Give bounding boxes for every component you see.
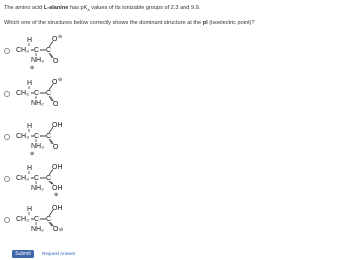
upper-oxygen-label: O <box>52 79 58 86</box>
structure-4 <box>16 162 86 206</box>
negative-charge-icon: ⊖ <box>58 34 63 40</box>
hydrogen-label: H <box>27 80 33 87</box>
structure-5 <box>16 203 86 247</box>
alpha-carbon-label: C <box>34 90 40 97</box>
question-text <box>4 4 346 32</box>
hydrogen-label: H <box>27 123 33 130</box>
radio-button[interactable] <box>4 91 10 97</box>
methyl-label: CH₃ <box>16 133 29 140</box>
lower-oxygen-label: O <box>53 226 59 233</box>
request-answer-link[interactable]: Request Answer <box>42 251 76 256</box>
positive-charge-icon: ⊕ <box>30 151 35 157</box>
lower-oxygen-label: O <box>53 144 59 151</box>
negative-charge-icon: ⊖ <box>59 227 64 233</box>
radio-button[interactable] <box>4 134 10 140</box>
amine-label: NH₂ <box>31 226 44 233</box>
question-intro: The amino acid L-alanine has $pK_a$ values of its ionizable groups of 2.3 and 9.9. <box>4 5 201 13</box>
amine-label: NH₂ <box>31 185 44 192</box>
carboxyl-carbon-label: C <box>46 216 52 223</box>
alpha-carbon-label: C <box>34 47 40 54</box>
compound-name: L-alanine <box>43 5 69 11</box>
amine-label: NH₃ <box>31 57 44 64</box>
submit-button[interactable]: Submit <box>12 250 34 258</box>
pi-label: pI <box>202 20 208 27</box>
carboxyl-carbon-label: C <box>46 90 52 97</box>
negative-charge-icon: ⊖ <box>58 77 63 83</box>
carboxyl-carbon-label: C <box>46 47 52 54</box>
hydrogen-label: H <box>27 206 33 213</box>
alpha-carbon-label: C <box>34 133 40 140</box>
positive-charge-icon: ⊕ <box>30 65 35 71</box>
radio-button[interactable] <box>4 48 10 54</box>
upper-oxygen-label: OH <box>52 122 63 129</box>
upper-hydroxyl-label: OH <box>52 164 63 171</box>
positive-charge-icon: ⊕ <box>54 192 59 198</box>
radio-button[interactable] <box>4 176 10 182</box>
methyl-label: CH₃ <box>16 216 29 223</box>
question-prompt: Which one of the structures below correctly shows the dominant structure at the pI (isoelectric point)? <box>4 20 255 27</box>
methyl-label: CH₃ <box>16 47 29 54</box>
alpha-carbon-label: C <box>34 175 40 182</box>
hydrogen-label: H <box>27 165 33 172</box>
structure-2 <box>16 77 86 121</box>
lower-oxygen-label: O <box>53 101 59 108</box>
methyl-label: CH₃ <box>16 175 29 182</box>
upper-hydroxyl-label: OH <box>52 205 63 212</box>
amine-label: NH₂ <box>31 100 44 107</box>
structure-3 <box>16 120 86 164</box>
amine-label: NH₃ <box>31 143 44 150</box>
lower-oxygen-label: O <box>53 58 59 65</box>
lower-hydroxyl-label: OH <box>52 185 63 192</box>
alpha-carbon-label: C <box>34 216 40 223</box>
structure-1 <box>16 34 86 78</box>
radio-button[interactable] <box>4 217 10 223</box>
carboxyl-carbon-label: C <box>46 133 52 140</box>
carboxyl-carbon-label: C <box>46 175 52 182</box>
upper-oxygen-label: O <box>52 36 58 43</box>
hydrogen-label: H <box>27 37 33 44</box>
methyl-label: CH₃ <box>16 90 29 97</box>
